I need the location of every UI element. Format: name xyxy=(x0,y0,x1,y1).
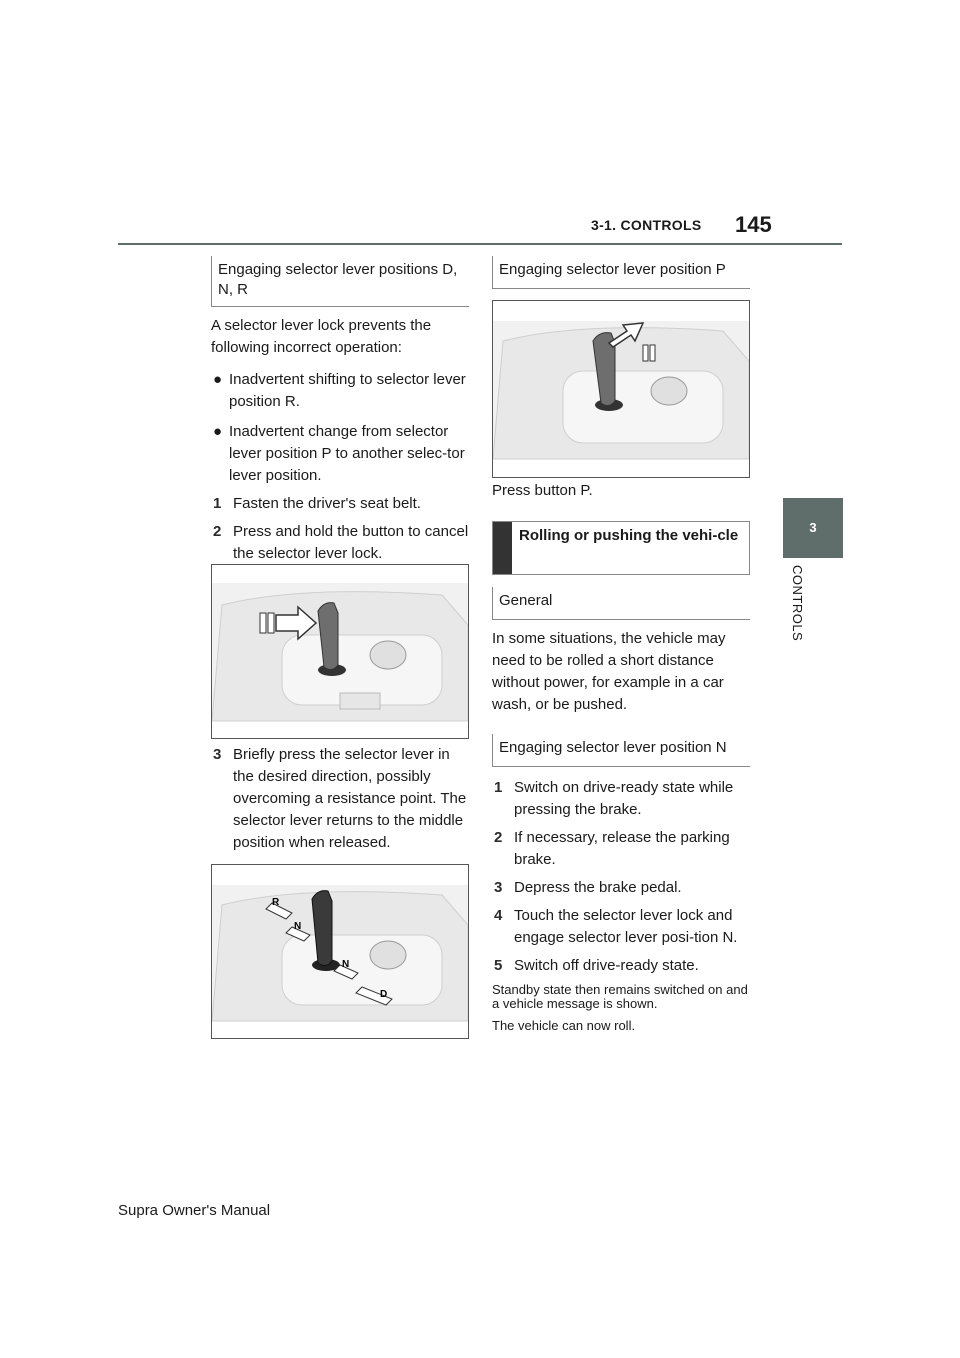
step-item: 1 Fasten the driver's seat belt. xyxy=(213,495,421,512)
subheading-general: General xyxy=(492,587,750,620)
page-number: 145 xyxy=(735,212,772,237)
chapter-tab[interactable]: 3 xyxy=(783,498,843,558)
section-label: 3-1. CONTROLS xyxy=(591,217,702,233)
footer-title: Supra Owner's Manual xyxy=(118,1202,271,1219)
chapter-label: CONTROLS xyxy=(790,565,805,642)
step-item: 3 Depress the brake pedal. xyxy=(494,879,682,896)
fig-label-n: N xyxy=(294,921,302,932)
section-heading-dnr: Engaging selector lever positions D, N, R xyxy=(211,256,469,307)
step-item: 2 Press and hold the button to cancel the selector lever lock. xyxy=(213,523,469,562)
section-heading-rolling: Rolling or pushing the vehi-cle xyxy=(492,521,750,575)
left-column xyxy=(211,256,469,565)
fig-label-n2: N xyxy=(342,959,350,970)
step-item: 1 Switch on drive-ready state while pressing the brake. xyxy=(494,779,734,818)
figure-button-p xyxy=(492,300,750,478)
fig-label-d: D xyxy=(380,989,388,1000)
step-item: 4 Touch the selector lever lock and engage selector lever posi-tion N. xyxy=(494,907,738,946)
general-text: In some situations, the vehicle may need to be rolled a short distance without power, for example in a car wash, or be pushed. xyxy=(492,630,726,713)
left-column-continued xyxy=(211,744,469,854)
note-text: The vehicle can now roll. xyxy=(492,1018,636,1033)
step-item: 5 Switch off drive-ready state. xyxy=(494,957,699,974)
section-heading-p: Engaging selector lever position P xyxy=(492,256,750,289)
right-column xyxy=(492,256,750,289)
press-p-text: Press button P. xyxy=(492,482,593,499)
figure-release-lock xyxy=(211,564,469,739)
bullet-item: ● Inadvertent shifting to selector lever position R. xyxy=(213,371,466,410)
heading-bar xyxy=(493,522,512,574)
section-heading-n: Engaging selector lever position N xyxy=(492,734,750,767)
bullet-item: ● Inadvertent change from selector lever position P to another selec-tor lever position. xyxy=(213,423,465,484)
figure-shift-directions xyxy=(211,864,469,1039)
header-divider xyxy=(118,243,842,245)
note-text: Standby state then remains switched on and a vehicle message is shown. xyxy=(492,982,748,1011)
step-item: 2 If necessary, release the parking brake. xyxy=(494,829,730,868)
right-column-continued xyxy=(492,480,750,1033)
step-item: 3 Briefly press the selector lever in the desired direction, possibly overcoming a resistance point. The selector lever returns to the middle position when released. xyxy=(213,746,467,851)
fig-label-r: R xyxy=(272,897,280,908)
intro-text: A selector lever lock prevents the following incorrect operation: xyxy=(211,317,432,356)
